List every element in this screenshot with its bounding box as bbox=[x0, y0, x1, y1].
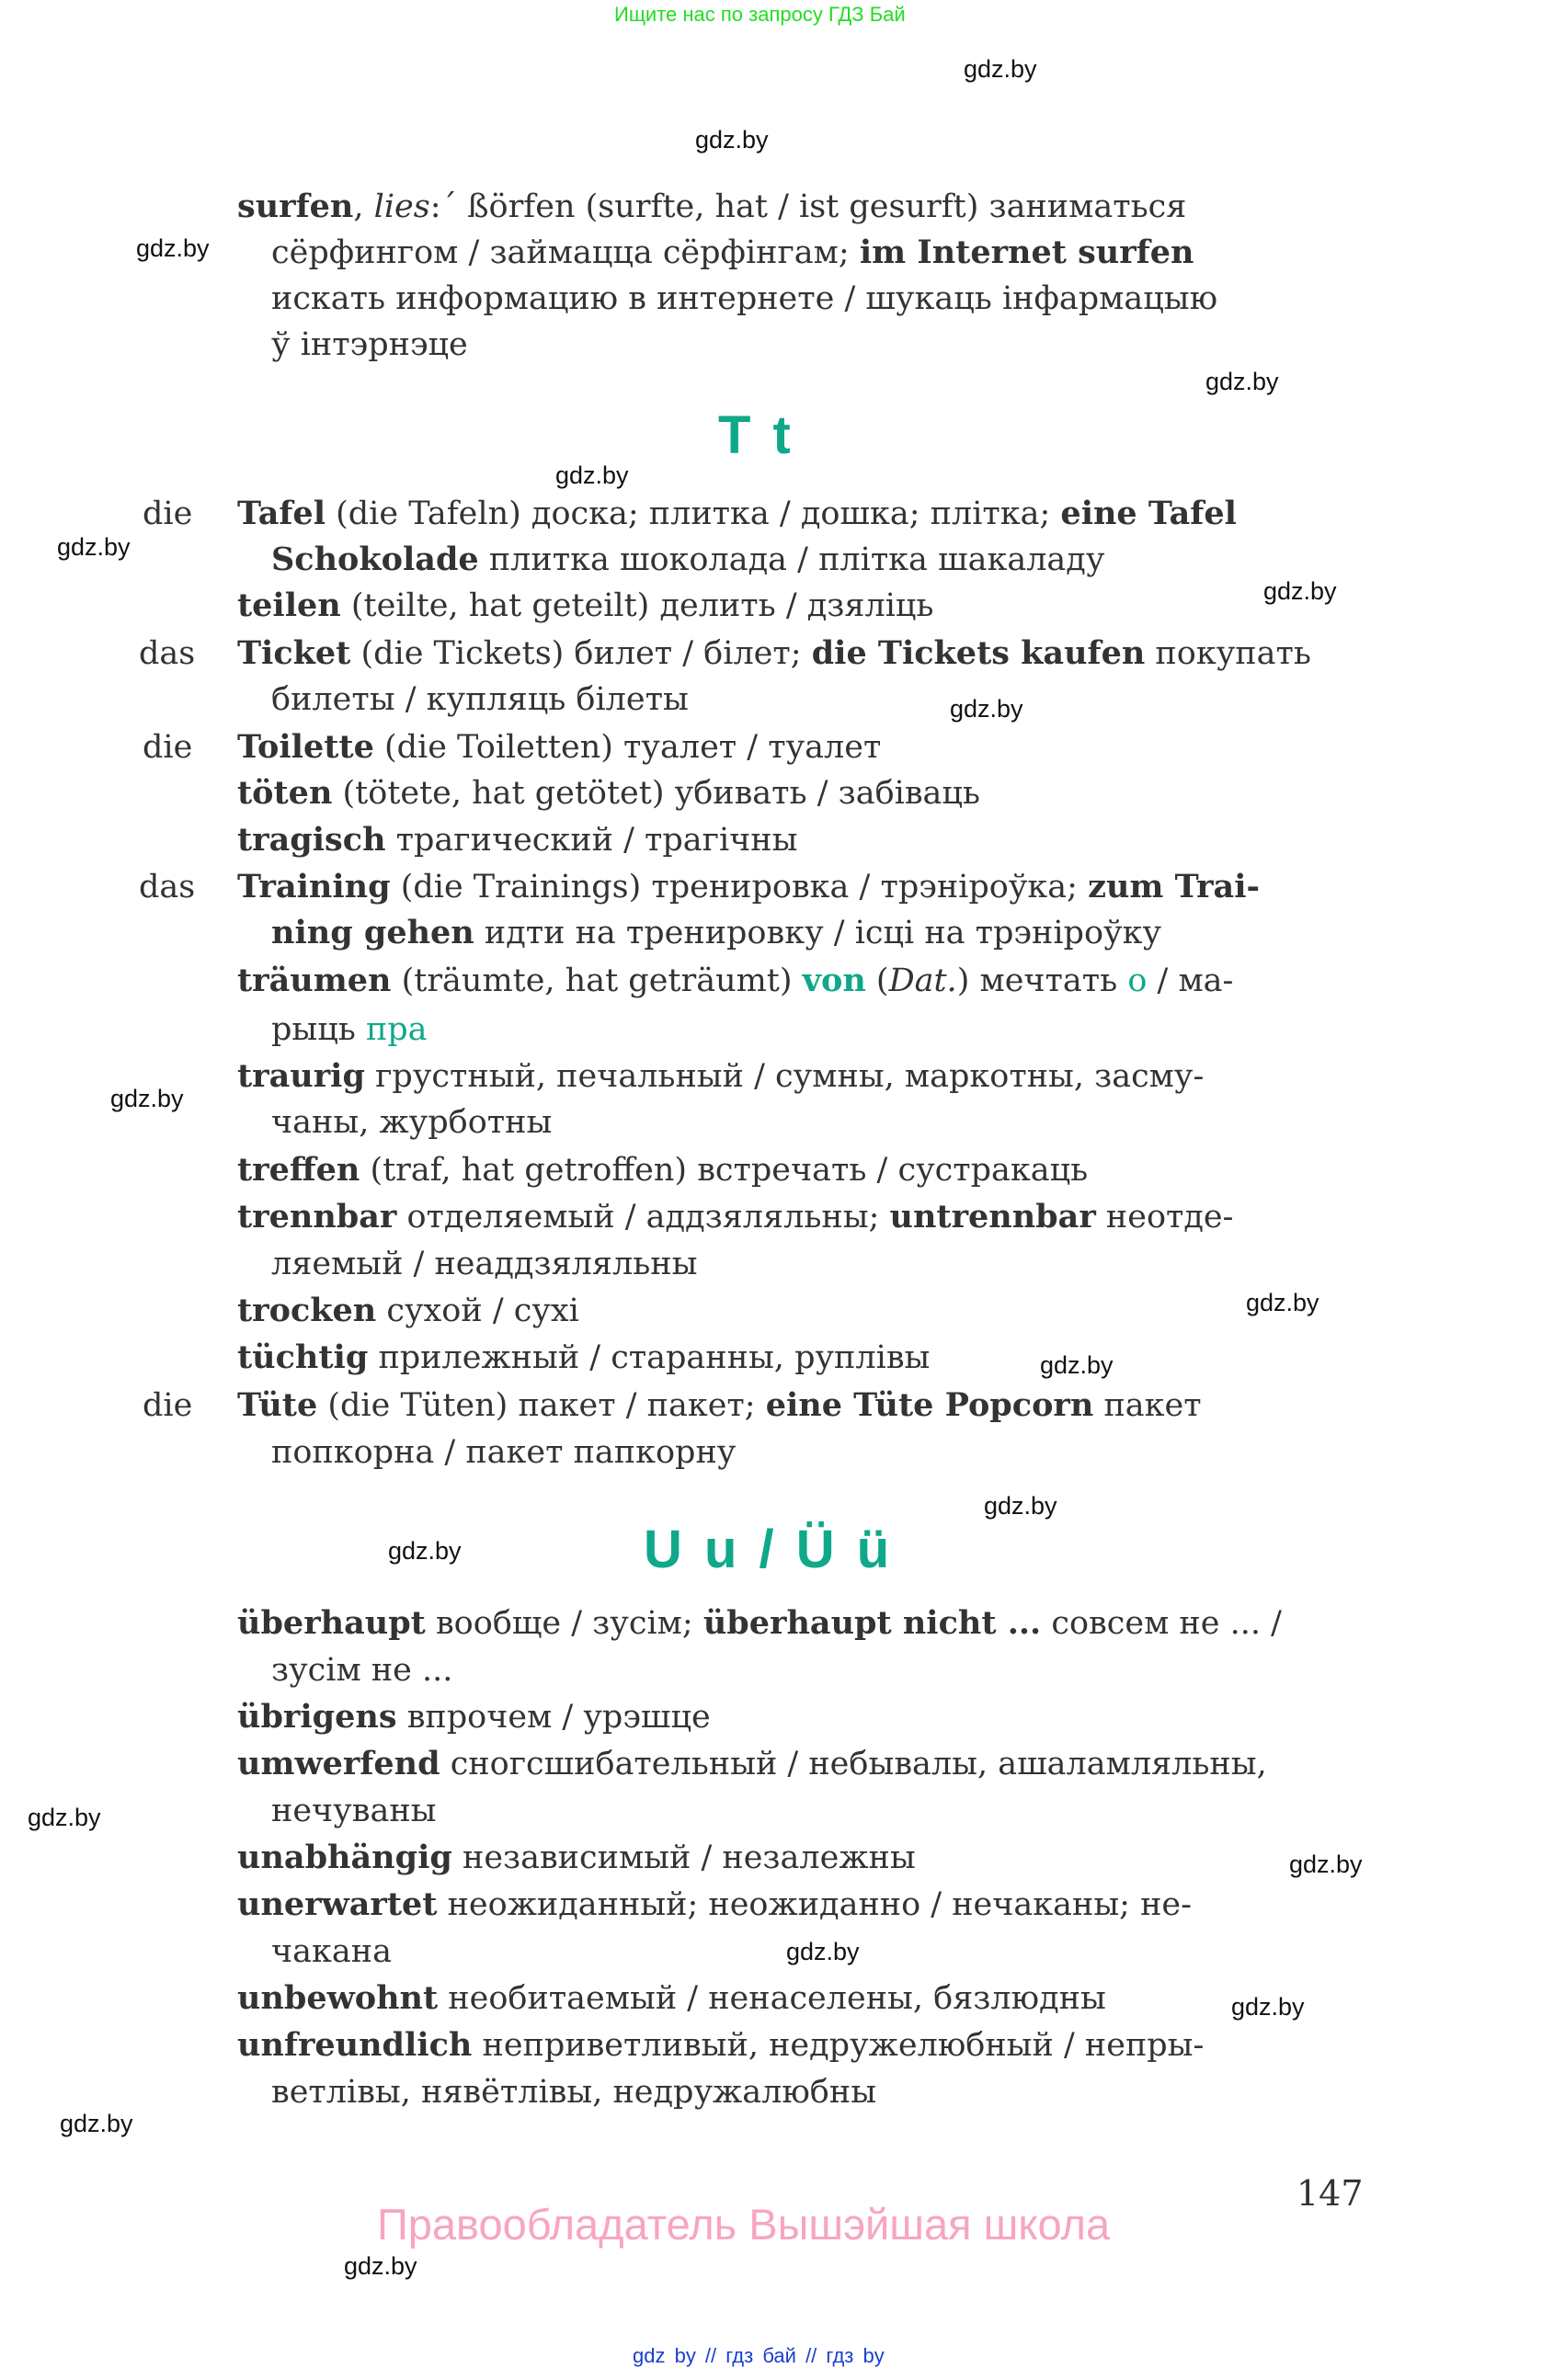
page-number: 147 bbox=[1296, 2173, 1364, 2214]
watermark: gdz.by bbox=[1231, 1993, 1305, 2021]
text: покупать bbox=[1145, 635, 1311, 672]
entry-ueberhaupt-line-2: зусім не ... bbox=[271, 1652, 453, 1689]
entry-surfen-line-2 bbox=[271, 230, 1194, 276]
case-label: Dat. bbox=[888, 962, 957, 999]
watermark: gdz.by bbox=[1263, 577, 1337, 605]
text: прилежный / старанны, руплівы bbox=[368, 1339, 931, 1376]
watermark: gdz.by bbox=[984, 1492, 1057, 1520]
headword: Toilette bbox=[237, 728, 374, 766]
entry-trennbar-line-1 bbox=[237, 1194, 1233, 1240]
headword: treffen bbox=[237, 1151, 360, 1189]
text: отделяемый / аддзяляльны; bbox=[396, 1199, 890, 1236]
watermark: gdz.by bbox=[555, 461, 629, 489]
watermark: gdz.by bbox=[60, 2110, 133, 2137]
phrase: im Internet surfen bbox=[859, 233, 1194, 271]
text: (die Toiletten) туалет / туалет bbox=[373, 729, 882, 766]
headword: trocken bbox=[237, 1292, 377, 1329]
article: die bbox=[143, 1387, 193, 1424]
text: , bbox=[353, 188, 374, 225]
headword: unfreundlich bbox=[237, 2026, 473, 2064]
search-hint-header: Ищите нас по запросу ГДЗ Бай bbox=[614, 3, 906, 26]
entry-teilen bbox=[237, 583, 933, 629]
entry-uebrigens bbox=[237, 1694, 711, 1740]
copyright-notice: Правообладатель Вышэйшая школа bbox=[377, 2200, 1111, 2249]
text: впрочем / урэшце bbox=[396, 1699, 711, 1736]
text: / ма- bbox=[1147, 962, 1234, 999]
headword: tragisch bbox=[237, 821, 386, 859]
phrase: untrennbar bbox=[889, 1198, 1096, 1236]
headword: unerwartet bbox=[237, 1885, 438, 1923]
text: неприветливый, недружелюбный / непры- bbox=[472, 2027, 1205, 2064]
watermark: gdz.by bbox=[28, 1804, 101, 1831]
entry-trennbar-line-2: ляемый / неаддзяляльны bbox=[271, 1246, 698, 1282]
text: (tötete, hat getötet) убивать / забіваць bbox=[332, 775, 980, 812]
watermark: gdz.by bbox=[695, 126, 769, 154]
text: грустный, печальный / сумны, маркотны, засму- bbox=[364, 1058, 1205, 1095]
entry-traeumen-line-1 bbox=[237, 958, 1233, 1004]
text: ( bbox=[865, 962, 889, 999]
entry-surfen-line-1 bbox=[237, 184, 1186, 230]
headword: unbewohnt bbox=[237, 1979, 439, 2017]
watermark: gdz.by bbox=[1205, 368, 1279, 395]
text: (die Tüten) пакет / пакет; bbox=[317, 1387, 766, 1424]
text: трагический / трагічны bbox=[385, 822, 798, 859]
headword: töten bbox=[237, 774, 333, 812]
text: плитка шоколада / плітка шакаладу bbox=[478, 541, 1105, 578]
entry-ueberhaupt-line-1 bbox=[237, 1600, 1282, 1646]
headword: Tafel bbox=[237, 495, 326, 532]
text: необитаемый / ненаселены, бязлюдны bbox=[438, 1980, 1106, 2017]
text: ) мечтать bbox=[956, 962, 1128, 999]
headword: Training bbox=[237, 868, 391, 905]
watermark: gdz.by bbox=[388, 1537, 462, 1565]
text-italic: lies bbox=[373, 188, 430, 225]
watermark: gdz.by bbox=[1246, 1289, 1319, 1316]
text: совсем не ... / bbox=[1041, 1605, 1282, 1642]
watermark: gdz.by bbox=[57, 533, 131, 561]
entry-tafel-line-2 bbox=[271, 537, 1104, 583]
headword: Ticket bbox=[237, 634, 351, 672]
entry-training-line-1 bbox=[237, 864, 1260, 910]
watermark: gdz.by bbox=[110, 1085, 184, 1112]
entry-surfen-line-4: ў інтэрнэце bbox=[271, 326, 468, 363]
article: die bbox=[143, 495, 193, 532]
article: das bbox=[139, 869, 196, 905]
text: независимый / незалежны bbox=[451, 1839, 916, 1876]
watermark: gdz.by bbox=[1289, 1850, 1363, 1878]
entry-ticket-line-2: билеты / купляць білеты bbox=[271, 681, 689, 718]
text: рыць bbox=[271, 1011, 366, 1048]
entry-unfreundlich-line-1 bbox=[237, 2022, 1204, 2068]
entry-unerwartet-line-1 bbox=[237, 1882, 1192, 1928]
preposition-by: пра bbox=[365, 1011, 428, 1048]
watermark: gdz.by bbox=[786, 1938, 860, 1965]
headword: teilen bbox=[237, 586, 341, 624]
entry-tragisch bbox=[237, 817, 797, 863]
entry-unerwartet-line-2: чакана bbox=[271, 1933, 392, 1970]
text: (die Trainings) тренировка / трэніроўка; bbox=[390, 869, 1089, 905]
entry-surfen-line-3: искать информацию в интернете / шукаць інфармацыю bbox=[271, 280, 1218, 317]
entry-traeumen-line-2 bbox=[271, 1007, 428, 1053]
text: :´ ßörfen (surfte, hat / ist gesurft) заниматься bbox=[429, 188, 1187, 225]
entry-unabhaengig bbox=[237, 1835, 916, 1881]
text: неожиданный; неожиданно / нечаканы; не- bbox=[437, 1886, 1192, 1923]
text: сухой / сухі bbox=[376, 1292, 579, 1329]
article: die bbox=[143, 729, 193, 766]
watermark: gdz.by bbox=[964, 55, 1037, 83]
entry-toeten bbox=[237, 770, 980, 816]
article: das bbox=[139, 635, 196, 672]
watermark: gdz.by bbox=[1040, 1351, 1114, 1379]
watermark: gdz.by bbox=[950, 695, 1023, 723]
text: сногсшибательный / небывалы, ашаламляльны, bbox=[440, 1746, 1267, 1782]
headword: umwerfend bbox=[237, 1745, 440, 1782]
watermark: gdz.by bbox=[136, 234, 210, 262]
text: (traf, hat getroffen) встречать / сустракаць bbox=[360, 1152, 1089, 1189]
headword: träumen bbox=[237, 962, 392, 999]
phrase: ning gehen bbox=[271, 914, 474, 951]
entry-trocken bbox=[237, 1288, 579, 1334]
text: (die Tafeln) доска; плитка / дошка; плітка; bbox=[326, 495, 1061, 532]
text: (die Tickets) билет / білет; bbox=[350, 635, 812, 672]
phrase: Schokolade bbox=[271, 541, 479, 578]
headword: überhaupt bbox=[237, 1604, 426, 1642]
headword: Tüte bbox=[237, 1386, 318, 1424]
preposition: von bbox=[802, 962, 866, 999]
entry-tuechtig bbox=[237, 1335, 930, 1381]
entry-treffen bbox=[237, 1147, 1088, 1193]
entry-umwerfend-line-1 bbox=[237, 1741, 1267, 1787]
text: неотде- bbox=[1095, 1199, 1234, 1236]
entry-training-line-2 bbox=[271, 910, 1161, 956]
entry-toilette bbox=[237, 724, 881, 770]
phrase: die Tickets kaufen bbox=[811, 634, 1146, 672]
watermark: gdz.by bbox=[344, 2252, 417, 2280]
entry-traurig-line-1 bbox=[237, 1053, 1204, 1099]
entry-umwerfend-line-2: нечуваны bbox=[271, 1793, 437, 1829]
headword: unabhängig bbox=[237, 1839, 452, 1876]
preposition-ru: о bbox=[1127, 962, 1148, 999]
phrase: eine Tafel bbox=[1060, 495, 1237, 532]
text: сёрфингом / займацца сёрфінгам; bbox=[271, 234, 860, 271]
phrase: überhaupt nicht ... bbox=[702, 1604, 1042, 1642]
headword: trennbar bbox=[237, 1198, 397, 1236]
phrase: zum Trai- bbox=[1088, 868, 1261, 905]
entry-ticket-line-1 bbox=[237, 631, 1311, 677]
headword: tüchtig bbox=[237, 1338, 369, 1376]
headword: surfen bbox=[237, 188, 354, 225]
entry-tuete-line-2: попкорна / пакет папкорну bbox=[271, 1434, 737, 1471]
section-heading-u: U u / Ü ü bbox=[644, 1520, 894, 1579]
entry-unfreundlich-line-2: ветлівы, нявётлівы, недружалюбны bbox=[271, 2074, 877, 2111]
entry-tuete-line-1 bbox=[237, 1383, 1202, 1429]
headword: übrigens bbox=[237, 1698, 397, 1736]
section-heading-t: T t bbox=[718, 405, 794, 465]
text: пакет bbox=[1093, 1387, 1202, 1424]
entry-traurig-line-2: чаны, журботны bbox=[271, 1104, 553, 1141]
text: вообще / зусім; bbox=[425, 1605, 703, 1642]
text: (teilte, hat geteilt) делить / дзяліць bbox=[340, 587, 934, 624]
text: идти на тренировку / ісці на трэніроўку bbox=[474, 915, 1162, 951]
entry-tafel-line-1 bbox=[237, 491, 1237, 537]
footer-links[interactable]: gdz by // гдз бай // гдз by bbox=[633, 2344, 885, 2367]
text: (träumte, hat geträumt) bbox=[391, 962, 803, 999]
headword: traurig bbox=[237, 1057, 365, 1095]
phrase: eine Tüte Popcorn bbox=[765, 1386, 1094, 1424]
entry-unbewohnt bbox=[237, 1976, 1106, 2021]
